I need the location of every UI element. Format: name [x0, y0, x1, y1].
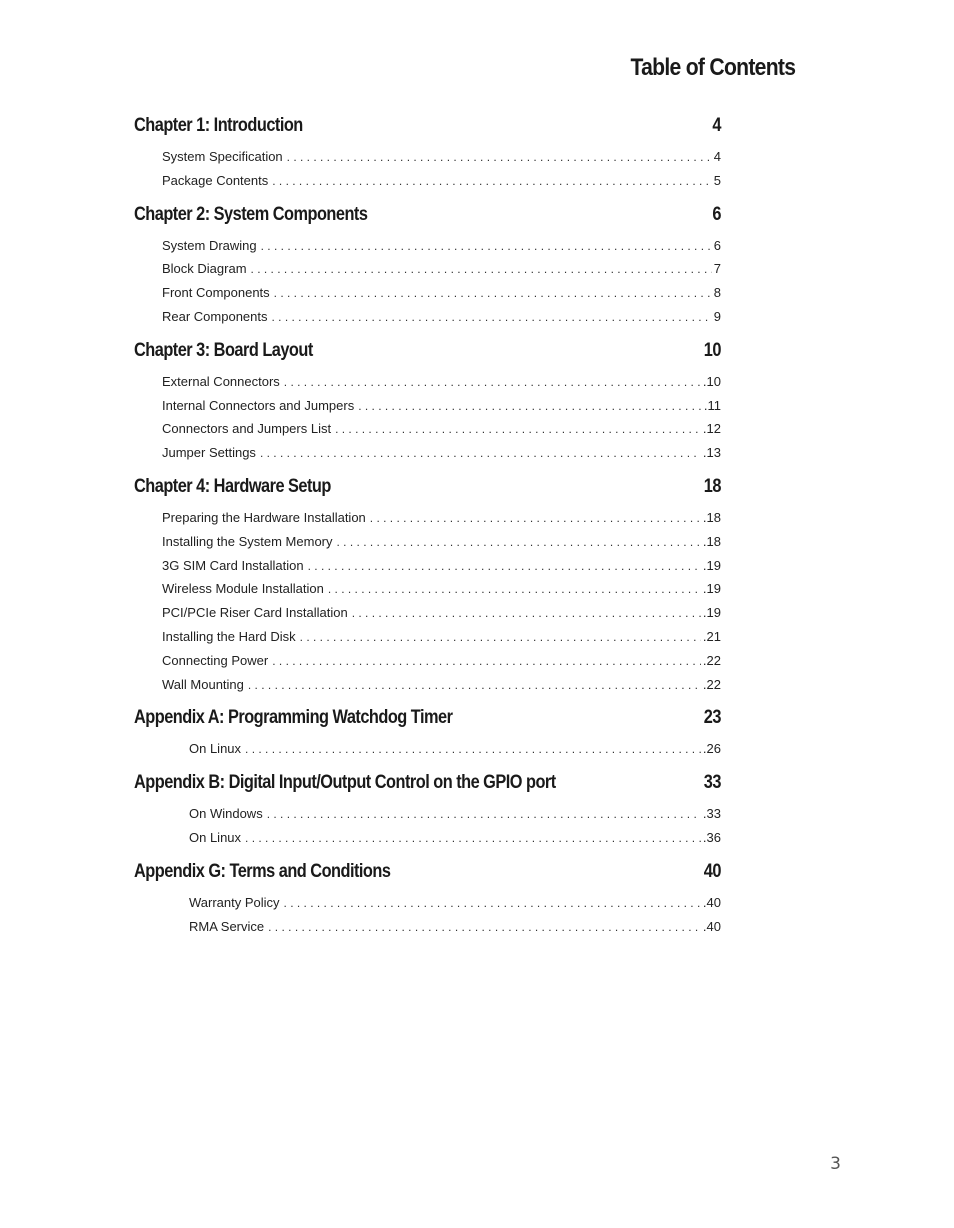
- toc-entry[interactable]: [134, 577, 721, 601]
- entry-title: On Windows: [189, 806, 263, 822]
- toc-entry[interactable]: [134, 370, 721, 394]
- dot-leader: [352, 602, 701, 626]
- entry-page-number: .21: [702, 628, 721, 644]
- dot-leader: [328, 578, 701, 602]
- entry-page-number: 5: [713, 172, 721, 188]
- entry-page-number: 8: [713, 285, 721, 301]
- toc-entry[interactable]: [134, 441, 721, 465]
- entry-title: PCI/PCIe Riser Card Installation: [162, 605, 348, 621]
- section-title: Appendix B: Digital Input/Output Control on the GPIO port: [134, 772, 556, 794]
- toc-section: [134, 333, 721, 465]
- toc-section-heading[interactable]: [134, 333, 721, 369]
- entry-page-number: .26: [702, 741, 721, 757]
- toc-section: [134, 108, 721, 193]
- entry-title: On Linux: [189, 829, 242, 845]
- entry-page-number: .19: [702, 557, 721, 573]
- toc-section: [134, 700, 721, 761]
- toc-entry[interactable]: [134, 554, 721, 578]
- toc-entry[interactable]: [134, 257, 721, 281]
- toc-entry[interactable]: [134, 625, 721, 649]
- entry-title: Wall Mounting: [162, 676, 244, 692]
- toc-entry[interactable]: [134, 530, 721, 554]
- entry-title: Preparing the Hardware Installation: [162, 509, 366, 525]
- entry-page-number: .22: [702, 652, 721, 668]
- toc-section: [134, 765, 721, 850]
- toc-entry[interactable]: [134, 281, 721, 305]
- toc-entries: [134, 234, 721, 329]
- entry-page-number: .22: [702, 676, 721, 692]
- toc-entry[interactable]: [134, 601, 721, 625]
- dot-leader: [272, 170, 712, 194]
- toc-entries: [134, 737, 721, 761]
- entry-page-number: 4: [713, 149, 721, 164]
- toc-entries: [134, 506, 721, 696]
- entry-title: Wireless Module Installation: [162, 581, 324, 597]
- entry-page-number: .18: [702, 509, 721, 525]
- toc-entry[interactable]: [134, 234, 721, 258]
- section-title: Chapter 4: Hardware Setup: [134, 475, 331, 497]
- entry-title: Block Diagram: [162, 261, 247, 277]
- entry-title: On Linux: [189, 741, 242, 757]
- table-of-contents: [134, 108, 721, 942]
- entry-title: Warranty Policy: [189, 894, 280, 910]
- entry-title: Rear Components: [162, 308, 268, 324]
- dot-leader: [284, 371, 701, 395]
- entry-title: Jumper Settings: [162, 445, 256, 461]
- entry-page-number: .36: [702, 829, 721, 845]
- entry-page-number: 7: [713, 261, 721, 277]
- entry-page-number: .18: [702, 533, 721, 549]
- toc-entry[interactable]: [134, 417, 721, 441]
- section-title: Appendix A: Programming Watchdog Timer: [134, 707, 453, 729]
- entry-page-number: 6: [713, 237, 721, 253]
- toc-section: [134, 469, 721, 696]
- toc-entry[interactable]: [134, 506, 721, 530]
- dot-leader: [300, 626, 701, 650]
- dot-leader: [370, 507, 701, 531]
- entry-title: External Connectors: [162, 373, 280, 389]
- section-title: Chapter 1: Introduction: [134, 115, 303, 136]
- dot-leader: [268, 916, 701, 940]
- dot-leader: [272, 650, 701, 674]
- entry-title: RMA Service: [189, 918, 265, 934]
- section-page-number: 6: [712, 203, 721, 225]
- dot-leader: [261, 235, 712, 259]
- toc-entries: [134, 370, 721, 465]
- entry-title: System Drawing: [162, 237, 257, 253]
- entry-title: Front Components: [162, 285, 270, 301]
- entry-page-number: .12: [702, 421, 721, 437]
- entry-page-number: .19: [702, 605, 721, 621]
- dot-leader: [337, 531, 701, 555]
- entry-page-number: .33: [702, 806, 721, 822]
- toc-entry[interactable]: [134, 826, 721, 850]
- toc-entry[interactable]: [134, 649, 721, 673]
- dot-leader: [260, 442, 701, 466]
- section-page-number: 10: [703, 339, 721, 361]
- toc-section-heading[interactable]: [134, 765, 721, 801]
- page-title: Table of Contents: [630, 54, 795, 81]
- entry-page-number: .19: [702, 581, 721, 597]
- toc-entry[interactable]: [134, 802, 721, 826]
- section-page-number: 33: [703, 772, 721, 794]
- toc-entry[interactable]: [134, 737, 721, 761]
- entry-title: 3G SIM Card Installation: [162, 557, 304, 573]
- toc-section-heading[interactable]: [134, 108, 721, 144]
- toc-section: [134, 197, 721, 329]
- toc-entries: [134, 891, 721, 939]
- entry-title: Installing the Hard Disk: [162, 628, 296, 644]
- toc-section-heading[interactable]: [134, 854, 721, 890]
- dot-leader: [284, 892, 701, 916]
- toc-section-heading[interactable]: [134, 469, 721, 505]
- dot-leader: [274, 282, 712, 306]
- section-page-number: 40: [703, 860, 721, 882]
- toc-entry[interactable]: [134, 169, 721, 193]
- entry-page-number: .40: [702, 918, 721, 934]
- section-title: Appendix G: Terms and Conditions: [134, 860, 391, 882]
- entry-title: Internal Connectors and Jumpers: [162, 397, 355, 413]
- entry-title: Connecting Power: [162, 652, 269, 668]
- entry-title: Connectors and Jumpers List: [162, 421, 332, 437]
- toc-entry[interactable]: [134, 891, 721, 915]
- toc-entries: [134, 145, 721, 193]
- entry-page-number: .10: [702, 373, 721, 389]
- toc-entries: [134, 802, 721, 850]
- toc-entry[interactable]: [134, 915, 721, 939]
- toc-entry[interactable]: [134, 673, 721, 697]
- entry-title: Installing the System Memory: [162, 533, 333, 549]
- entry-page-number: .11: [703, 397, 721, 413]
- toc-section-heading[interactable]: [134, 197, 721, 233]
- entry-title: System Specification: [162, 149, 283, 164]
- section-page-number: 23: [703, 707, 721, 729]
- dot-leader: [248, 674, 701, 698]
- dot-leader: [245, 738, 701, 762]
- section-page-number: 4: [712, 115, 721, 136]
- toc-entry[interactable]: [134, 145, 721, 169]
- dot-leader: [267, 803, 701, 827]
- section-page-number: 18: [703, 475, 721, 497]
- dot-leader: [245, 827, 701, 851]
- dot-leader: [358, 395, 702, 419]
- toc-entry[interactable]: [134, 394, 721, 418]
- dot-leader: [335, 418, 701, 442]
- toc-entry[interactable]: [134, 305, 721, 329]
- toc-section: [134, 854, 721, 939]
- entry-page-number: .13: [702, 445, 721, 461]
- dot-leader: [251, 258, 712, 282]
- dot-leader: [308, 555, 701, 579]
- dot-leader: [287, 146, 712, 170]
- entry-page-number: 9: [713, 308, 721, 324]
- section-title: Chapter 3: Board Layout: [134, 339, 313, 361]
- page-number: 3: [830, 1154, 841, 1174]
- section-title: Chapter 2: System Components: [134, 203, 368, 225]
- entry-title: Package Contents: [162, 172, 269, 188]
- entry-page-number: .40: [702, 894, 721, 910]
- dot-leader: [272, 306, 712, 330]
- toc-section-heading[interactable]: [134, 700, 721, 736]
